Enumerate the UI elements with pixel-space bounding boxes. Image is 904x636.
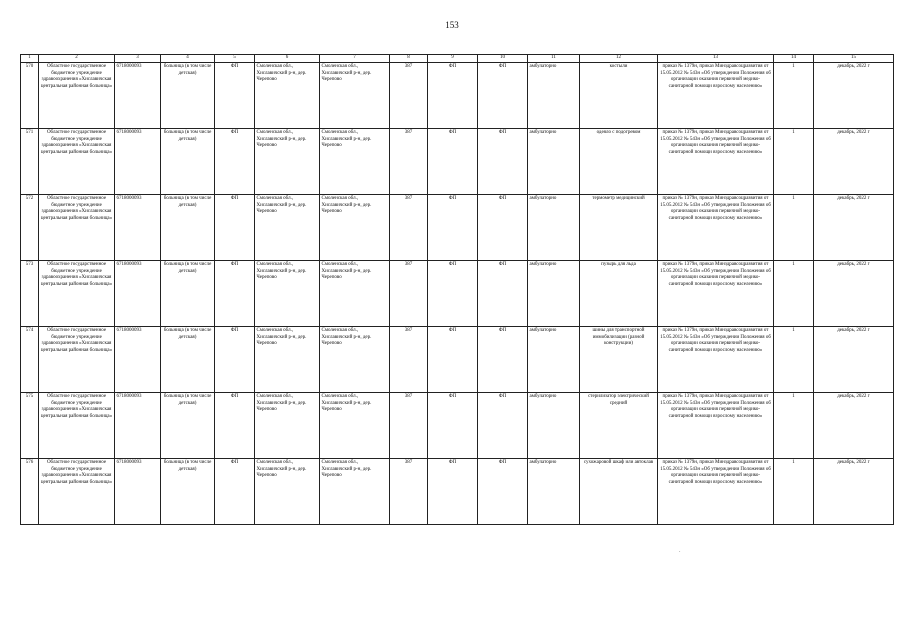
- organization-name: Областное государственное бюджетное учреждение здравоохранения «Хиславичская центральная районная больница»: [39, 63, 115, 129]
- column-number-5: 5: [215, 55, 255, 63]
- unit-address: Смоленская обл., Хиславичский р-н, дер. Черепово: [320, 327, 390, 393]
- equipment-name: сухожаровой шкаф или автоклав: [580, 459, 658, 525]
- organization-name: Областное государственное бюджетное учреждение здравоохранения «Хиславичская центральная районная больница»: [39, 261, 115, 327]
- column-number-11: 11: [528, 55, 580, 63]
- column-number-6: 6: [255, 55, 320, 63]
- facility-address: Смоленская обл., Хиславичский р-н, дер. Черепово: [255, 261, 320, 327]
- unit-subtype: ФП: [478, 63, 528, 129]
- organization-name: Областное государственное бюджетное учреждение здравоохранения «Хиславичская центральная районная больница»: [39, 195, 115, 261]
- facility-kind: ФП: [215, 129, 255, 195]
- column-number-row: [21, 55, 894, 63]
- facility-type: больница (в том числе детская): [161, 261, 215, 327]
- unit-subtype: ФП: [478, 393, 528, 459]
- column-number-12: 12: [580, 55, 658, 63]
- column-number-1: 1: [21, 55, 39, 63]
- row-number: 570: [21, 63, 39, 129]
- unit-number: 387: [390, 459, 428, 525]
- facility-address: Смоленская обл., Хиславичский р-н, дер. Черепово: [255, 129, 320, 195]
- facility-kind: ФП: [215, 63, 255, 129]
- quantity: 1: [774, 327, 814, 393]
- column-number-10: 10: [478, 55, 528, 63]
- facility-type: больница (в том числе детская): [161, 459, 215, 525]
- row-number: 572: [21, 195, 39, 261]
- unit-subtype: ФП: [478, 459, 528, 525]
- page-number: 153: [445, 20, 459, 30]
- equipment-name: термометр медицинский: [580, 195, 658, 261]
- column-number-4: 4: [161, 55, 215, 63]
- unit-subtype: ФП: [478, 261, 528, 327]
- unit-address: Смоленская обл., Хиславичский р-н, дер. Черепово: [320, 393, 390, 459]
- delivery-date: декабрь, 2022 г: [814, 459, 894, 525]
- column-number-3: 3: [115, 55, 161, 63]
- facility-type: больница (в том числе детская): [161, 393, 215, 459]
- unit-address: Смоленская обл., Хиславичский р-н, дер. Черепово: [320, 63, 390, 129]
- delivery-date: декабрь, 2022 г: [814, 393, 894, 459]
- delivery-date: декабрь, 2022 г: [814, 63, 894, 129]
- unit-type: ФП: [428, 63, 478, 129]
- care-conditions: амбулаторно: [528, 129, 580, 195]
- table-row: [21, 195, 894, 261]
- unit-type: ФП: [428, 261, 478, 327]
- org-code: 6718000093: [115, 459, 161, 525]
- unit-type: ФП: [428, 129, 478, 195]
- row-number: 573: [21, 261, 39, 327]
- column-number-14: 14: [774, 55, 814, 63]
- column-number-7: 7: [320, 55, 390, 63]
- legal-basis: приказ № 1379н, приказ Минздравсоцразвития от 15.05.2012 № 543н «Об утверждении Положения об организации оказания первичной медико-санитарной помощи взрослому населению»: [658, 261, 774, 327]
- facility-type: больница (в том числе детская): [161, 195, 215, 261]
- row-number: 574: [21, 327, 39, 393]
- column-number-8: 8: [390, 55, 428, 63]
- delivery-date: декабрь, 2022 г: [814, 261, 894, 327]
- column-number-9: 9: [428, 55, 478, 63]
- unit-subtype: ФП: [478, 195, 528, 261]
- care-conditions: амбулаторно: [528, 459, 580, 525]
- care-conditions: амбулаторно: [528, 195, 580, 261]
- quantity: 1: [774, 459, 814, 525]
- unit-type: ФП: [428, 393, 478, 459]
- facility-kind: ФП: [215, 261, 255, 327]
- table-body: [21, 63, 894, 525]
- scan-mark: .: [679, 548, 681, 554]
- facility-address: Смоленская обл., Хиславичский р-н, дер. Черепово: [255, 459, 320, 525]
- legal-basis: приказ № 1379н, приказ Минздравсоцразвития от 15.05.2012 № 543н «Об утверждении Положения об организации оказания первичной медико-санитарной помощи взрослому населению»: [658, 393, 774, 459]
- unit-type: ФП: [428, 327, 478, 393]
- table-row: [21, 261, 894, 327]
- equipment-name: костыли: [580, 63, 658, 129]
- org-code: 6718000093: [115, 129, 161, 195]
- equipment-name: стерилизатор электрический средний: [580, 393, 658, 459]
- unit-subtype: ФП: [478, 129, 528, 195]
- org-code: 6718000093: [115, 393, 161, 459]
- quantity: 1: [774, 195, 814, 261]
- unit-number: 387: [390, 195, 428, 261]
- delivery-date: декабрь, 2022 г: [814, 327, 894, 393]
- facility-address: Смоленская обл., Хиславичский р-н, дер. Черепово: [255, 393, 320, 459]
- facility-kind: ФП: [215, 195, 255, 261]
- table-row: [21, 129, 894, 195]
- quantity: 1: [774, 393, 814, 459]
- legal-basis: приказ № 1379н, приказ Минздравсоцразвития от 15.05.2012 № 543н «Об утверждении Положения об организации оказания первичной медико-санитарной помощи взрослому населению»: [658, 195, 774, 261]
- legal-basis: приказ № 1379н, приказ Минздравсоцразвития от 15.05.2012 № 543н «Об утверждении Положения об организации оказания первичной медико-санитарной помощи взрослому населению»: [658, 63, 774, 129]
- equipment-name: одеяло с подогревом: [580, 129, 658, 195]
- unit-number: 387: [390, 63, 428, 129]
- table-row: [21, 327, 894, 393]
- quantity: 1: [774, 63, 814, 129]
- facility-type: больница (в том числе детская): [161, 63, 215, 129]
- table-row: [21, 393, 894, 459]
- quantity: 1: [774, 261, 814, 327]
- quantity: 1: [774, 129, 814, 195]
- care-conditions: амбулаторно: [528, 393, 580, 459]
- unit-address: Смоленская обл., Хиславичский р-н, дер. Черепово: [320, 261, 390, 327]
- facility-type: больница (в том числе детская): [161, 129, 215, 195]
- equipment-table: [20, 54, 894, 525]
- column-number-13: 13: [658, 55, 774, 63]
- unit-address: Смоленская обл., Хиславичский р-н, дер. Черепово: [320, 459, 390, 525]
- legal-basis: приказ № 1379н, приказ Минздравсоцразвития от 15.05.2012 № 543н «Об утверждении Положения об организации оказания первичной медико-санитарной помощи взрослому населению»: [658, 327, 774, 393]
- organization-name: Областное государственное бюджетное учреждение здравоохранения «Хиславичская центральная районная больница»: [39, 327, 115, 393]
- facility-address: Смоленская обл., Хиславичский р-н, дер. Черепово: [255, 195, 320, 261]
- legal-basis: приказ № 1379н, приказ Минздравсоцразвития от 15.05.2012 № 543н «Об утверждении Положения об организации оказания первичной медико-санитарной помощи взрослому населению»: [658, 129, 774, 195]
- unit-number: 387: [390, 327, 428, 393]
- organization-name: Областное государственное бюджетное учреждение здравоохранения «Хиславичская центральная районная больница»: [39, 393, 115, 459]
- unit-address: Смоленская обл., Хиславичский р-н, дер. Черепово: [320, 195, 390, 261]
- facility-kind: ФП: [215, 393, 255, 459]
- equipment-name: пузырь для льда: [580, 261, 658, 327]
- unit-address: Смоленская обл., Хиславичский р-н, дер. Черепово: [320, 129, 390, 195]
- column-number-15: 15: [814, 55, 894, 63]
- organization-name: Областное государственное бюджетное учреждение здравоохранения «Хиславичская центральная районная больница»: [39, 459, 115, 525]
- facility-kind: ФП: [215, 327, 255, 393]
- table-row: [21, 459, 894, 525]
- table-row: [21, 63, 894, 129]
- row-number: 575: [21, 393, 39, 459]
- org-code: 6718000093: [115, 63, 161, 129]
- care-conditions: амбулаторно: [528, 327, 580, 393]
- facility-kind: ФП: [215, 459, 255, 525]
- organization-name: Областное государственное бюджетное учреждение здравоохранения «Хиславичская центральная районная больница»: [39, 129, 115, 195]
- column-number-2: 2: [39, 55, 115, 63]
- legal-basis: приказ № 1379н, приказ Минздравсоцразвития от 15.05.2012 № 543н «Об утверждении Положения об организации оказания первичной медико-санитарной помощи взрослому населению»: [658, 459, 774, 525]
- table-header: [21, 55, 894, 63]
- equipment-name: шины для транспортной иммобилизации (разной конструкции): [580, 327, 658, 393]
- unit-type: ФП: [428, 459, 478, 525]
- unit-type: ФП: [428, 195, 478, 261]
- facility-address: Смоленская обл., Хиславичский р-н, дер. Черепово: [255, 63, 320, 129]
- unit-subtype: ФП: [478, 327, 528, 393]
- org-code: 6718000093: [115, 261, 161, 327]
- unit-number: 387: [390, 129, 428, 195]
- unit-number: 387: [390, 393, 428, 459]
- unit-number: 387: [390, 261, 428, 327]
- facility-type: больница (в том числе детская): [161, 327, 215, 393]
- facility-address: Смоленская обл., Хиславичский р-н, дер. Черепово: [255, 327, 320, 393]
- row-number: 571: [21, 129, 39, 195]
- row-number: 576: [21, 459, 39, 525]
- org-code: 6718000093: [115, 195, 161, 261]
- org-code: 6718000093: [115, 327, 161, 393]
- delivery-date: декабрь, 2022 г: [814, 195, 894, 261]
- care-conditions: амбулаторно: [528, 261, 580, 327]
- care-conditions: амбулаторно: [528, 63, 580, 129]
- delivery-date: декабрь, 2022 г: [814, 129, 894, 195]
